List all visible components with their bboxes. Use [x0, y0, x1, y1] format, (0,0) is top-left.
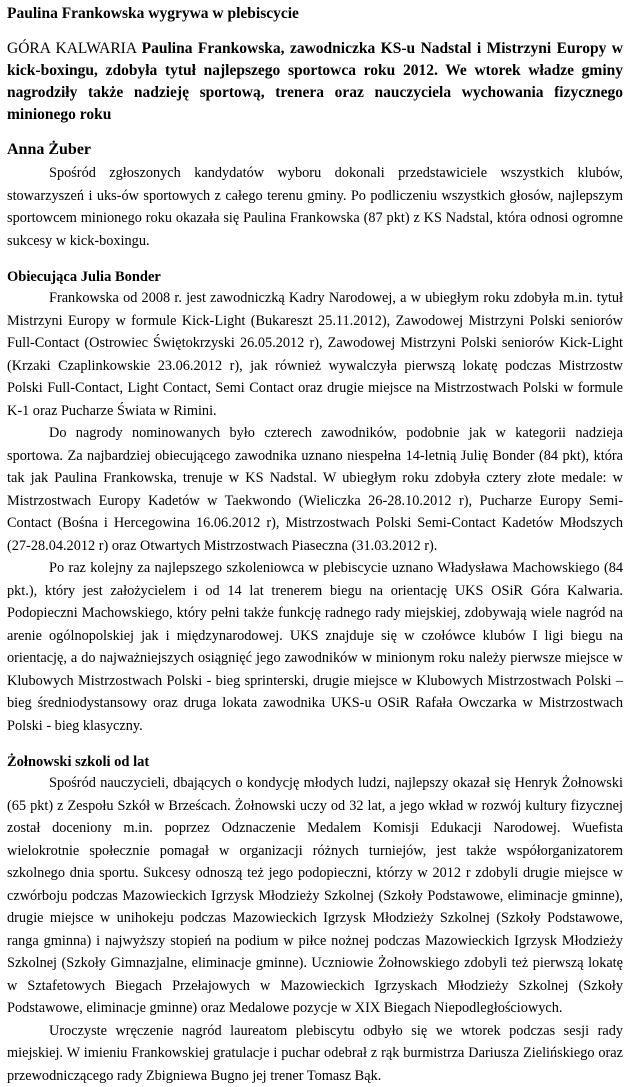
lead-place: GÓRA KALWARIA: [7, 40, 142, 57]
paragraph: Po raz kolejny za najlepszego szkoleniowca w plebiscycie uznano Władysława Machowskiego (84 pkt.), który jest założycielem i od 14 lat trenerem biegu na orientację UKS OSiR Góra Kalwaria. Podopieczni Machowskiego, który pełni także funkcję radnego rady miejskiej, zdobywają wiele nagród na arenie ogólnopolskiej jak i międzynarodowej. UKS znajduje się w czołówce klubów I ligi biegu na orientację, a do najważniejszych osiągnięć jego zawodników w minionym roku należy pierwsze miejsce w Klubowych Mistrzostwach Polski - bieg sprinterski, drugie miejsce w Klubowych Mistrzostwach Polski – bieg średniodystansowy oraz druga lokata zawodnika UKS-u OSiR Rafała Owczarka w Mistrzostwach Polski - bieg klasyczny.: [7, 557, 623, 737]
lead-text: Paulina Frankowska, zawodniczka KS-u Nadstal i Mistrzyni Europy w kick-boxingu, zdobyła tytuł najlepszego sportowca roku 2012. We wtorek władze gminy nagrodziły także nadzieję sportową, trenera oraz nauczyciela wychowania fizycznego minionego roku: [7, 40, 623, 123]
paragraph: Spośród zgłoszonych kandydatów wyboru dokonali przedstawiciele wszystkich klubów, stowarzyszeń i uks-ów sportowych z całego terenu gminy. Po podliczeniu wszystkich głosów, najlepszym sportowcem minionego roku okazała się Paulina Frankowska (87 pkt) z KS Nadstal, która odnosi ogromne sukcesy w kick-boxingu.: [7, 162, 623, 252]
paragraph: Do nagrody nominowanych było czterech zawodników, podobnie jak w kategorii nadzieja sportowa. Za najbardziej obiecującego zawodnika uznano niespełna 14-letnią Julię Bonder (84 pkt), która tak jak Paulina Frankowska, trenuje w KS Nadstal. W ubiegłym roku zdobyła cztery złote medale: w Mistrzostwach Europy Kadetów w Taekwondo (Wieliczka 26-28.10.2012 r), Pucharze Europy Semi-Contact (Bośna i Hercegowina 16.06.2012 r), Mistrzostwach Polski Semi-Contact Kadetów Młodszych (27-28.04.2012 r) oraz Otwartych Mistrzostwach Piaseczna (31.03.2012 r).: [7, 422, 623, 557]
paragraph: Frankowska od 2008 r. jest zawodniczką Kadry Narodowej, a w ubiegłym roku zdobyła m.in. tytuł Mistrzyni Europy w formule Kick-Light (Bukareszt 25.11.2012), Zawodowej Mistrzyni Polski seniorów Full-Contact (Ostrowiec Świętokrzyski 26.05.2012 r), Zawodowej Mistrzyni Polski seniorów Kick-Light (Krzaki Czaplinkowskie 23.06.2012 r), jak również wywalczyła pierwszą lokatę podczas Mistrzostw Polski Full-Contact, Light Contact, Semi Contact oraz drugie miejsce na Mistrzostwach Polski w formule K-1 oraz Pucharze Świata w Rimini.: [7, 287, 623, 422]
article-title: Paulina Frankowska wygrywa w plebiscycie: [7, 4, 623, 24]
paragraph: Uroczyste wręczenie nagród laureatom plebiscytu odbyło się we wtorek podczas sesji rady miejskiej. W imieniu Frankowskiej gratulacje i puchar odebrał z rąk burmistrza Dariusza Zielińskiego oraz przewodniczącego rady Zbigniewa Bugno jej trener Tomasz Bąk.: [7, 1020, 623, 1087]
section-zolnowski: [7, 752, 623, 1087]
section-bonder: [7, 267, 623, 737]
section-heading: Żołnowski szkoli od lat: [7, 752, 623, 772]
paragraph: Spośród nauczycieli, dbających o kondycję młodych ludzi, najlepszy okazał się Henryk Żołnowski (65 pkt) z Zespołu Szkół w Brześcach. Żołnowski uczy od 32 lat, a jego wkład w rozwój kultury fizycznej został doceniony m.in. poprzez Odznaczenie Medalem Komisji Edukacji Narodowej. Wuefista wielokrotnie społecznie pomagał w organizacji różnych turniejów, jest także współorganizatorem szkolnego dnia sportu. Sukcesy odnoszą też jego podopieczni, którzy w 2012 r zdobyli drugie miejsce w czwórboju podczas Mazowieckich Igrzysk Młodzieży Szkolnej (Szkoły Podstawowe, eliminacje gminne), drugie miejsce w unihokeju podczas Mazowieckich Igrzysk Młodzieży Szkolnej (Szkoły Podstawowe, ranga gminna) i najwyższy stopień na podium w piłce nożnej podczas Mazowieckich Igrzysk Młodzieży Szkolnej (Szkoły Gimnazjalne, eliminacje gminne). Uczniowie Żołnowskiego zdobyli też pierwszą lokatę w Sztafetowych Biegach Przełajowych w Mazowieckich Igrzyskach Młodzieży Szkolnej (Szkoły Podstawowe, eliminacje gminne) oraz Medalowe pozycje w XIX Biegach Niepodległościowych.: [7, 772, 623, 1020]
article-author: Anna Żuber: [7, 140, 623, 160]
section-intro: [7, 162, 623, 252]
section-heading: Obiecująca Julia Bonder: [7, 267, 623, 287]
article-lead: [7, 38, 623, 126]
